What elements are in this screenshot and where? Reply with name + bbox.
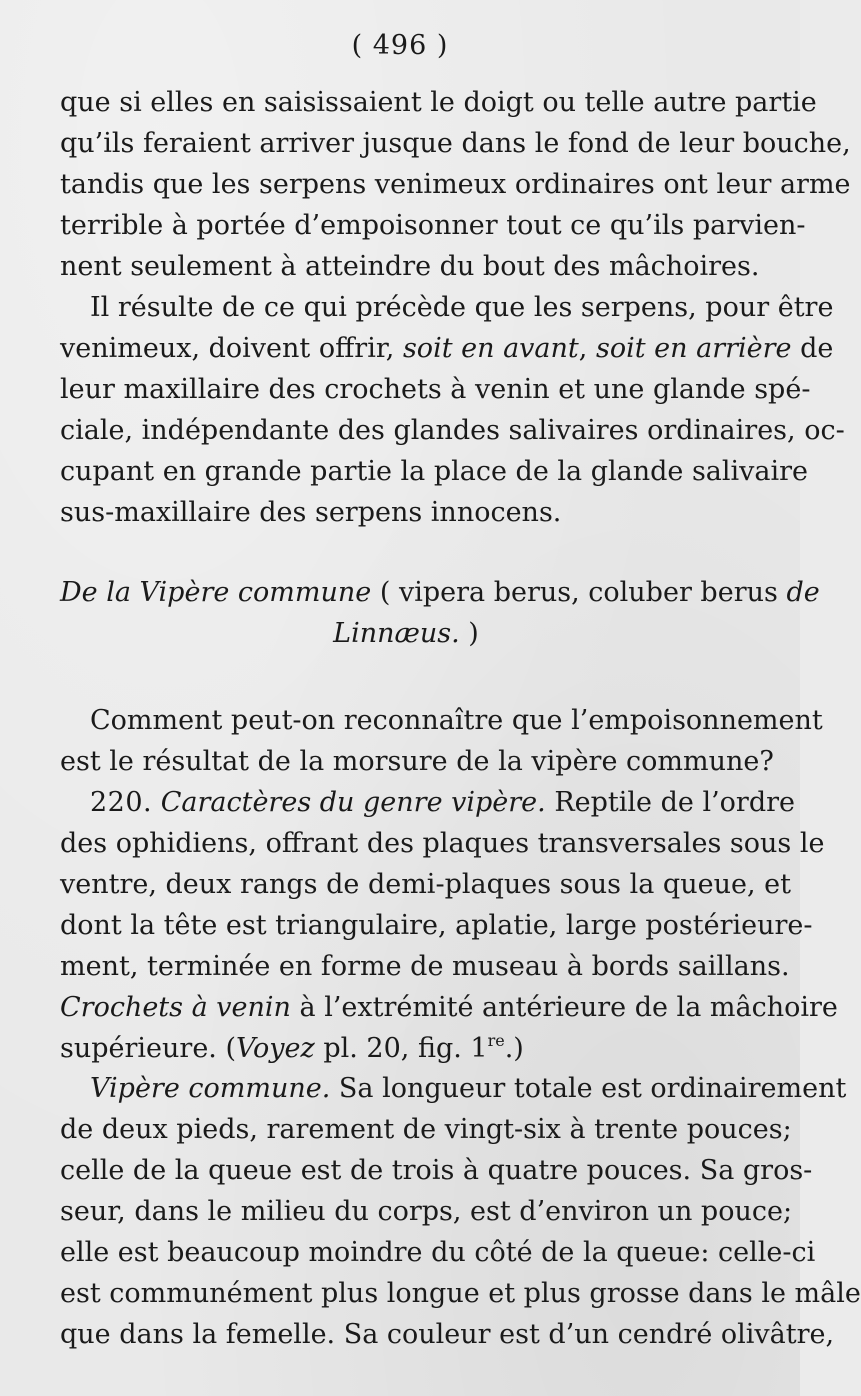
paragraph-conclusion [60, 287, 845, 533]
text-line [60, 1068, 847, 1109]
italic-fragment: Crochets à venin [60, 992, 291, 1023]
text-fragment: , [578, 333, 588, 364]
text-fragment: pl. 20, fig. 1 [323, 1033, 488, 1064]
text-line: ment, terminée en forme de museau à bords saillans. [60, 951, 790, 982]
text-line [60, 328, 834, 369]
text-fragment: de [800, 333, 834, 364]
text-line: des ophidiens, offrant des plaques transversales sous le [60, 828, 825, 859]
text-fragment: venimeux, doivent offrir, [60, 333, 395, 364]
text-line [60, 987, 838, 1028]
text-line: terrible à portée d’empoisonner tout ce qu’ils parvien- [60, 210, 806, 241]
superscript: re [487, 1031, 505, 1050]
section-heading-vipere-commune [60, 572, 820, 654]
question-paragraph [60, 700, 823, 782]
text-fragment: .) [504, 1033, 524, 1064]
text-line: Il résulte de ce qui précède que les serpens, pour être [90, 292, 834, 323]
paragraph-number: 220. [90, 787, 153, 818]
text-fragment: supérieure. ( [60, 1033, 237, 1064]
text-line [60, 782, 796, 823]
italic-fragment: soit en avant [402, 333, 579, 364]
heading-italic: de [786, 577, 820, 608]
paragraph-serpens-innocens-end [60, 82, 851, 287]
text-line: elle est beaucoup moindre du côté de la queue: celle-ci [60, 1237, 816, 1268]
text-line: que dans la femelle. Sa couleur est d’un cendré olivâtre, [60, 1319, 835, 1350]
heading-text: ( vipera berus, coluber berus [371, 577, 787, 608]
text-line: sus-maxillaire des serpens innocens. [60, 497, 562, 528]
text-fragment: Reptile de l’ordre [554, 787, 796, 818]
text-line: leur maxillaire des crochets à venin et une glande spé- [60, 374, 811, 405]
paragraph-220 [60, 782, 838, 1069]
heading-line [60, 613, 752, 654]
text-line: tandis que les serpens venimeux ordinaires ont leur arme [60, 169, 851, 200]
heading-text: ) [459, 618, 479, 649]
text-line: est le résultat de la morsure de la vipère commune? [60, 746, 774, 777]
text-line: qu’ils feraient arriver jusque dans le fond de leur bouche, [60, 128, 851, 159]
page-number: ( 496 ) [351, 30, 449, 61]
text-line: Comment peut-on reconnaître que l’empoisonnement [90, 705, 823, 736]
text-fragment: à l’extrémité antérieure de la mâchoire [299, 992, 838, 1023]
text-line [60, 1028, 752, 1069]
text-line: nent seulement à atteindre du bout des mâchoires. [60, 251, 760, 282]
text-fragment: Sa longueur totale est ordinairement [338, 1073, 847, 1104]
italic-fragment: Vipère commune. [90, 1073, 331, 1104]
italic-fragment: Caractères du genre vipère. [160, 787, 546, 818]
italic-fragment: soit en arrière [595, 333, 792, 364]
text-line: de deux pieds, rarement de vingt-six à trente pouces; [60, 1114, 792, 1145]
text-line: seur, dans le milieu du corps, est d’environ un pouce; [60, 1196, 793, 1227]
text-line: celle de la queue est de trois à quatre pouces. Sa gros- [60, 1155, 813, 1186]
heading-italic: Linnæus. [333, 618, 460, 649]
text-line: ventre, deux rangs de demi-plaques sous la queue, et [60, 869, 791, 900]
text-line: que si elles en saisissaient le doigt ou telle autre partie [60, 87, 817, 118]
text-line: est communément plus longue et plus grosse dans le mâle [60, 1278, 861, 1309]
text-line: ciale, indépendante des glandes salivaires ordinaires, oc- [60, 415, 845, 446]
text-line: cupant en grande partie la place de la glande salivaire [60, 456, 809, 487]
italic-fragment: Voyez [236, 1033, 315, 1064]
heading-line [60, 572, 820, 613]
paragraph-vipere-description [60, 1068, 861, 1355]
text-line: dont la tête est triangulaire, aplatie, large postérieure- [60, 910, 813, 941]
heading-italic: De la Vipère commune [60, 577, 372, 608]
